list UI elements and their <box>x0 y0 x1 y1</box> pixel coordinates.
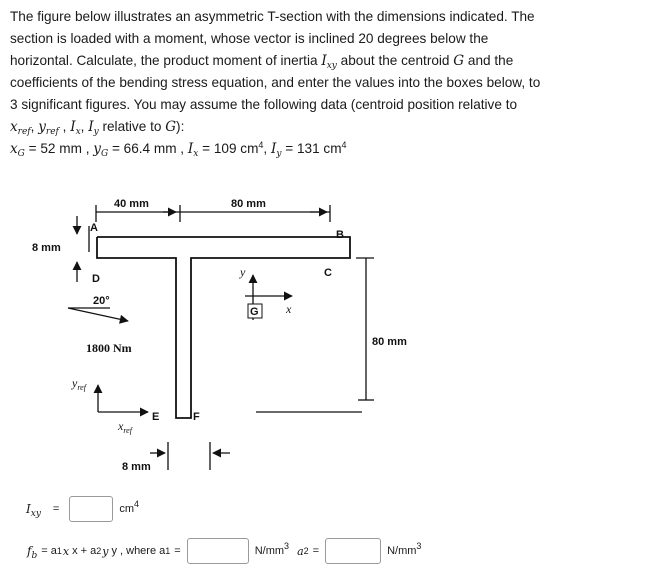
y-axis-label: y <box>240 265 246 279</box>
moment-vector-arrow <box>68 308 128 321</box>
given-data-line: $x_G = 52$ mm , $y_G = 66.4$ mm , $I_x = 109$ $cm^4$, $I_y = 131$ $cm^4$ <box>10 140 347 159</box>
a2-unit: $N/mm^3$ <box>387 541 422 557</box>
ixy-unit: $cm^4$ <box>119 499 140 515</box>
problem-line-3: horizontal. Calculate, the product moment of inertia $I_{xy}$ about the centroid G and the <box>10 53 514 71</box>
problem-line-2: section is loaded with a moment, whose vector is inclined 20 degrees below the <box>10 31 489 46</box>
yref-label: $y_{ref}$ <box>72 376 86 392</box>
xref-label: $x_{ref}$ <box>118 419 132 435</box>
a2-input[interactable] <box>325 538 381 564</box>
problem-line-1: The figure below illustrates an asymmetric T-section with the dimensions indicated. The <box>10 9 535 24</box>
ixy-answer-row: $I_{xy}$ = $cm^4$ <box>26 496 139 522</box>
problem-line-4: coefficients of the bending stress equation, and enter the values into the boxes below, to <box>10 75 541 90</box>
a1-unit: $N/mm^3$ <box>254 541 290 557</box>
x-axis-label: x <box>286 302 292 316</box>
centroid-g-label: G <box>250 306 259 318</box>
point-d-label: D <box>92 273 100 285</box>
point-b-label: B <box>336 229 344 241</box>
dim-8mm-bottom-label: 8 mm <box>122 461 151 473</box>
t-section-outline <box>97 237 350 418</box>
point-c-label: C <box>324 267 332 279</box>
point-e-label: E <box>152 411 160 423</box>
a1-input[interactable] <box>187 538 249 564</box>
angle-label: 20° <box>93 295 110 307</box>
point-a-label: A <box>90 222 98 234</box>
problem-line-6: $x_{ref}$, $y_{ref}$ , $I_x$, $I_y$ relative to G): <box>10 119 185 137</box>
fb-answer-row: $f_b$ = a 1 x x + a 2 y y , where a 1 = $N/mm^3$ a 2 = $N/mm^3$ <box>27 538 421 564</box>
dim-80mm-right-label: 80 mm <box>372 336 407 348</box>
dim-40mm-label: 40 mm <box>114 198 149 210</box>
ixy-input[interactable] <box>69 496 113 522</box>
dim-80mm-top-label: 80 mm <box>231 198 266 210</box>
ixy-symbol: $I_{xy}$ <box>26 502 41 519</box>
dim-8mm-left-label: 8 mm <box>32 242 61 254</box>
moment-label: 1800 Nm <box>86 341 132 355</box>
point-f-label: F <box>193 411 200 423</box>
problem-line-5: 3 significant figures. You may assume the following data (centroid position relative to <box>10 97 518 112</box>
